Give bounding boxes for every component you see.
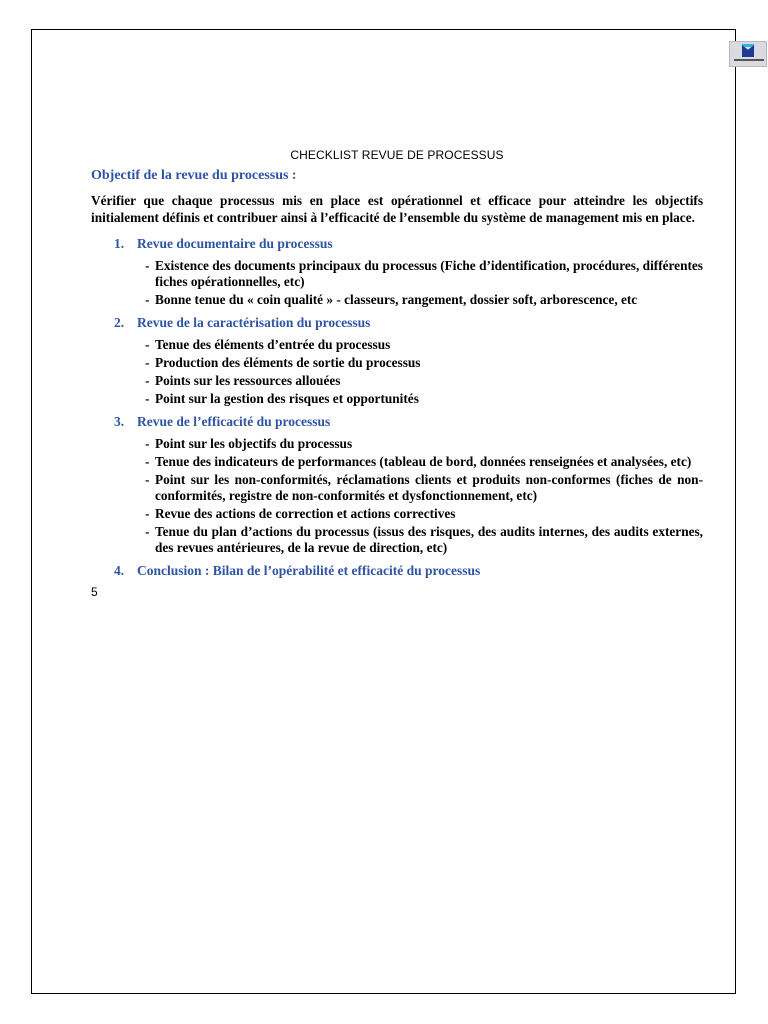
dash-bullet: - — [145, 472, 150, 487]
section — [91, 314, 703, 407]
dash-bullet: - — [145, 373, 150, 388]
section-heading — [91, 413, 703, 430]
section-heading — [91, 314, 703, 331]
checklist-item-text: Point sur les objectifs du processus — [155, 436, 353, 451]
checklist-item — [91, 506, 703, 522]
checklist-item-text: Point sur la gestion des risques et opportunités — [155, 391, 419, 406]
company-logo-icon — [729, 41, 767, 67]
dash-bullet: - — [145, 506, 150, 521]
checklist-item — [91, 524, 703, 556]
dash-bullet: - — [145, 454, 150, 469]
dash-bullet: - — [145, 258, 150, 273]
dash-bullet: - — [145, 337, 150, 352]
checklist-item — [91, 391, 703, 407]
checklist-items — [91, 436, 703, 556]
section — [91, 562, 703, 579]
checklist-item — [91, 337, 703, 353]
objective-heading: Objectif de la revue du processus : — [91, 168, 297, 183]
checklist-item-text: Revue des actions de correction et actions correctives — [155, 506, 456, 521]
dash-bullet: - — [145, 436, 150, 451]
objective-text: Vérifier que chaque processus mis en place est opérationnel et efficace pour atteindre les objectifs initialement définis et contribuer ainsi à l’efficacité de l’ensemble du système de management mis en place. — [91, 193, 703, 225]
checklist-item-text: Production des éléments de sortie du processus — [155, 355, 421, 370]
section-number: 4. — [114, 563, 125, 578]
checklist-item-text: Tenue du plan d’actions du processus (issus des risques, des audits internes, des audits externes, des revues antérieures, de la revue de direction, etc) — [155, 524, 703, 555]
section-heading — [91, 562, 703, 579]
dash-bullet: - — [145, 355, 150, 370]
section-heading-text: Revue de la caractérisation du processus — [137, 315, 371, 330]
dash-bullet: - — [145, 292, 150, 307]
section-heading-text: Revue de l’efficacité du processus — [137, 414, 331, 429]
section-heading-text: Conclusion : Bilan de l’opérabilité et efficacité du processus — [137, 563, 481, 578]
section-heading-text: Revue documentaire du processus — [137, 236, 333, 251]
checklist-item — [91, 355, 703, 371]
sections-list — [91, 235, 703, 579]
section-number: 2. — [114, 315, 125, 330]
checklist-item-text: Bonne tenue du « coin qualité » - classeurs, rangement, dossier soft, arborescence, etc — [155, 292, 638, 307]
dash-bullet: - — [145, 524, 150, 539]
checklist-item-text: Tenue des éléments d’entrée du processus — [155, 337, 391, 352]
checklist-items — [91, 258, 703, 308]
section — [91, 235, 703, 308]
checklist-item — [91, 454, 703, 470]
page-number: 5 — [91, 585, 98, 599]
checklist-item — [91, 472, 703, 504]
document-body — [91, 140, 703, 599]
checklist-item-text: Tenue des indicateurs de performances (tableau de bord, données renseignées et analysées, etc) — [155, 454, 692, 469]
checklist-item-text: Existence des documents principaux du processus (Fiche d’identification, procédures, différentes fiches opérationnelles, etc) — [155, 258, 703, 289]
checklist-item-text: Point sur les non-conformités, réclamations clients et produits non-conformes (fiches de non-conformités, registre de non-conformités et dysfonctionnement, etc) — [155, 472, 703, 503]
section-number: 1. — [114, 236, 125, 251]
section-number: 3. — [114, 414, 125, 429]
checklist-item-text: Points sur les ressources allouées — [155, 373, 341, 388]
dash-bullet: - — [145, 391, 150, 406]
checklist-item — [91, 436, 703, 452]
checklist-item — [91, 292, 703, 308]
document-title: CHECKLIST REVUE DE PROCESSUS — [290, 148, 504, 162]
checklist-items — [91, 337, 703, 407]
section — [91, 413, 703, 556]
section-heading — [91, 235, 703, 252]
checklist-item — [91, 373, 703, 389]
checklist-item — [91, 258, 703, 290]
